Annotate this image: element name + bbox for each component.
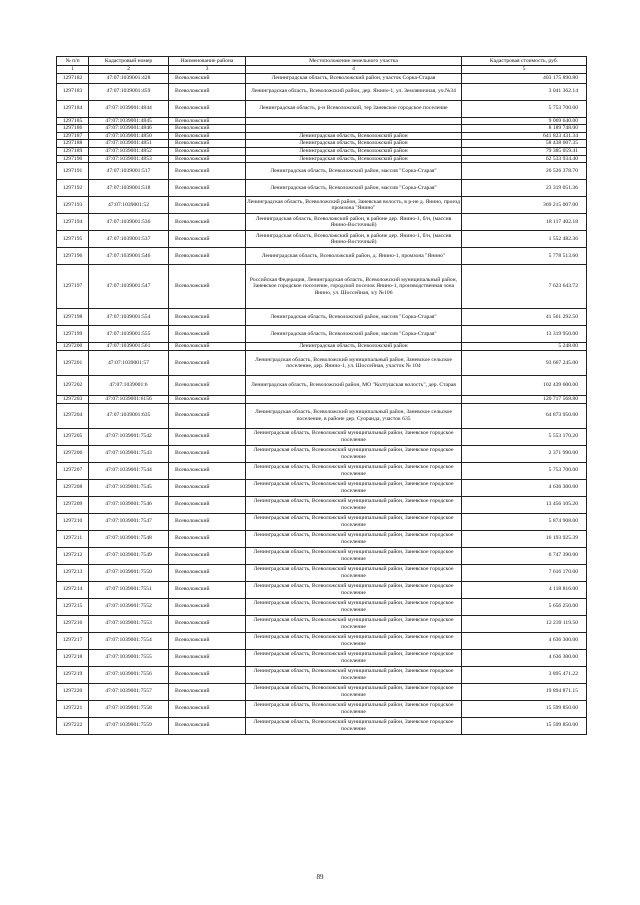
- cadastral-value-cell: 403 175 890.80: [462, 73, 587, 83]
- cadastral-value-cell: 15 599 850.00: [462, 717, 587, 734]
- district-cell: Всеволожский: [169, 147, 246, 155]
- cadastral-value-cell: 2 371 990.00: [462, 445, 587, 462]
- cadastral-number-cell: 47:07:1039001:7553: [89, 615, 169, 632]
- district-cell: Всеволожский: [169, 155, 246, 163]
- cadastral-value-table: [56, 56, 587, 735]
- cadastral-value-cell: 26 526 378.70: [462, 163, 587, 180]
- cadastral-value-cell: 93 667 245.00: [462, 351, 587, 376]
- district-cell: Всеволожский: [169, 140, 246, 148]
- row-number-cell: 1297219: [57, 666, 89, 683]
- district-cell: Всеволожский: [169, 445, 246, 462]
- location-cell: Ленинградская область, Всеволожский район, Заневская волость, в р-не д. Янино, проезд промзона "Янино": [246, 197, 462, 214]
- cadastral-value-cell: 369 215 007.00: [462, 197, 587, 214]
- location-cell: Ленинградская область, Всеволожский район: [246, 132, 462, 140]
- cadastral-value-cell: 5 753 700.00: [462, 100, 587, 117]
- table-row: [57, 445, 587, 462]
- location-cell: Ленинградская область, Всеволожский район, дер. Янино-1, ул. Земляничная, уч.№34: [246, 83, 462, 100]
- location-cell: Ленинградская область, Всеволожский район, массив "Сорка-Старая": [246, 163, 462, 180]
- district-cell: Всеволожский: [169, 530, 246, 547]
- location-cell: Ленинградская область, Всеволожский район, в районе дер. Янино-1, б/н, (массив Янино-Восточный): [246, 214, 462, 231]
- row-number-cell: 1297199: [57, 326, 89, 343]
- row-number-cell: 1297218: [57, 649, 89, 666]
- cadastral-number-cell: 47:07:1039001:547: [89, 265, 169, 309]
- table-row: [57, 462, 587, 479]
- cadastral-number-cell: 47:07:1039001:537: [89, 231, 169, 248]
- table-row: [57, 140, 587, 148]
- page-number: 89: [316, 873, 324, 881]
- row-number-cell: 1297183: [57, 83, 89, 100]
- table-row: [57, 615, 587, 632]
- cadastral-value-cell: 5 656 250.00: [462, 598, 587, 615]
- cadastral-value-cell: 4 636 300.00: [462, 632, 587, 649]
- cadastral-number-cell: 47:07:1039001:518: [89, 180, 169, 197]
- cadastral-number-cell: 47:07:1039001:57: [89, 351, 169, 376]
- location-cell: Ленинградская область, Всеволожский муниципальный район, Заневское городское поселение: [246, 683, 462, 700]
- cadastral-value-cell: 9 069 640.00: [462, 117, 587, 125]
- cadastral-number-cell: 47:07:1039001:7559: [89, 717, 169, 734]
- header-cadastral-number: Кадастровый номер: [89, 57, 169, 66]
- location-cell: Ленинградская область, Всеволожский район, массив "Сорка-Старая": [246, 309, 462, 326]
- district-cell: Всеволожский: [169, 214, 246, 231]
- location-cell: Ленинградская область, Всеволожский муниципальный район, Заневское городское поселение: [246, 598, 462, 615]
- cadastral-number-cell: 47:07:1039001:561: [89, 343, 169, 351]
- location-cell: Ленинградская область, Всеволожский муниципальный район, Заневское городское поселение: [246, 513, 462, 530]
- cadastral-number-cell: 47:07:1039001:7554: [89, 632, 169, 649]
- location-cell: Ленинградская область, Всеволожский муниципальный район, Заневское городское поселение: [246, 632, 462, 649]
- location-cell: Ленинградская область, Всеволожский район, в районе дер. Янино-1, б/н, (массив Янино-Восточный): [246, 231, 462, 248]
- district-cell: Всеволожский: [169, 513, 246, 530]
- cadastral-value-cell: 6 747 390.00: [462, 547, 587, 564]
- district-cell: Всеволожский: [169, 197, 246, 214]
- cadastral-number-cell: 47:07:1039001:7543: [89, 445, 169, 462]
- row-number-cell: 1297197: [57, 265, 89, 309]
- table-row: [57, 396, 587, 404]
- table-row: [57, 343, 587, 351]
- row-number-cell: 1297212: [57, 547, 89, 564]
- cadastral-number-cell: 47:07:1039001:7545: [89, 479, 169, 496]
- location-cell: Ленинградская область, Всеволожский район: [246, 140, 462, 148]
- table-row: [57, 180, 587, 197]
- district-cell: Всеволожский: [169, 132, 246, 140]
- district-cell: Всеволожский: [169, 326, 246, 343]
- table-row: [57, 683, 587, 700]
- location-cell: Ленинградская область, Всеволожский муниципальный район, Заневское городское поселение: [246, 428, 462, 445]
- location-cell: Ленинградская область, Всеволожский район, массив "Сорка-Старая": [246, 326, 462, 343]
- row-number-cell: 1297198: [57, 309, 89, 326]
- district-cell: Всеволожский: [169, 666, 246, 683]
- row-number-cell: 1297205: [57, 428, 89, 445]
- district-cell: Всеволожский: [169, 73, 246, 83]
- cadastral-number-cell: 47:07:1039001:7548: [89, 530, 169, 547]
- district-cell: Всеволожский: [169, 343, 246, 351]
- district-cell: Всеволожский: [169, 564, 246, 581]
- cadastral-value-cell: 12 239 119.50: [462, 615, 587, 632]
- cadastral-number-cell: 47:07:1039001:4846: [89, 125, 169, 133]
- cadastral-number-cell: 47:07:1039001:7555: [89, 649, 169, 666]
- location-cell: Ленинградская область, р-н Всеволожский, тер Заневское городское поселение: [246, 100, 462, 117]
- cadastral-number-cell: 47:07:1039001:7544: [89, 462, 169, 479]
- cadastral-number-cell: 47:07:1039001:7546: [89, 496, 169, 513]
- district-cell: Всеволожский: [169, 496, 246, 513]
- cadastral-number-cell: 47:07:1039001:555: [89, 326, 169, 343]
- row-number-cell: 1297206: [57, 445, 89, 462]
- district-cell: Всеволожский: [169, 581, 246, 598]
- location-cell: Ленинградская область, Всеволожский муниципальный район, Заневское городское поселение: [246, 615, 462, 632]
- row-number-cell: 1297188: [57, 140, 89, 148]
- cadastral-number-cell: 47:07:1039001:7557: [89, 683, 169, 700]
- cadastral-value-cell: 7 623 643.72: [462, 265, 587, 309]
- row-number-cell: 1297209: [57, 496, 89, 513]
- row-number-cell: 1297182: [57, 73, 89, 83]
- row-number-cell: 1297196: [57, 248, 89, 265]
- district-cell: Всеволожский: [169, 351, 246, 376]
- cadastral-value-cell: 13 319 950.00: [462, 326, 587, 343]
- row-number-cell: 1297213: [57, 564, 89, 581]
- location-cell: Ленинградская область, Всеволожский муниципальный район, Заневское городское поселение: [246, 462, 462, 479]
- district-cell: Всеволожский: [169, 632, 246, 649]
- district-cell: Всеволожский: [169, 598, 246, 615]
- table-row: [57, 83, 587, 100]
- cadastral-number-cell: 47:07:1039001:4845: [89, 117, 169, 125]
- table-row: [57, 197, 587, 214]
- table-row: [57, 717, 587, 734]
- table-row: [57, 231, 587, 248]
- register-sheet: [56, 56, 586, 735]
- header-location: Местоположение земельного участка: [246, 57, 462, 66]
- location-cell: [246, 117, 462, 125]
- district-cell: Всеволожский: [169, 547, 246, 564]
- location-cell: Ленинградская область, Всеволожский муниципальный район, Заневское городское поселение: [246, 479, 462, 496]
- cadastral-value-cell: 641 823 431.34: [462, 132, 587, 140]
- table-row: [57, 73, 587, 83]
- table-row: [57, 132, 587, 140]
- location-cell: Ленинградская область, Всеволожский муниципальный район, Заневское сельское поселение, дер. Янино-1, ул. Шоссейная, участок № 104: [246, 351, 462, 376]
- location-cell: [246, 396, 462, 404]
- column-number: 2: [89, 66, 169, 74]
- district-cell: Всеволожский: [169, 100, 246, 117]
- row-number-cell: 1297192: [57, 180, 89, 197]
- table-row: [57, 125, 587, 133]
- location-cell: Ленинградская область, Всеволожский муниципальный район, Заневское городское поселение: [246, 666, 462, 683]
- cadastral-number-cell: 47:07:1039001:4852: [89, 147, 169, 155]
- cadastral-value-cell: 5 778 513.60: [462, 248, 587, 265]
- row-number-cell: 1297201: [57, 351, 89, 376]
- district-cell: Всеволожский: [169, 717, 246, 734]
- district-cell: Всеволожский: [169, 396, 246, 404]
- row-number-cell: 1297216: [57, 615, 89, 632]
- column-number: 4: [246, 66, 462, 74]
- district-cell: Всеволожский: [169, 248, 246, 265]
- cadastral-value-cell: 79 385 059.41: [462, 147, 587, 155]
- cadastral-number-cell: 47:07:1039001:52: [89, 197, 169, 214]
- column-number: 3: [169, 66, 246, 74]
- table-row: [57, 163, 587, 180]
- table-row: [57, 351, 587, 376]
- row-number-cell: 1297185: [57, 117, 89, 125]
- row-number-cell: 1297190: [57, 155, 89, 163]
- location-cell: Ленинградская область, Всеволожский муниципальный район, Заневское городское поселение: [246, 496, 462, 513]
- cadastral-value-cell: 3 895 471.22: [462, 666, 587, 683]
- row-number-cell: 1297220: [57, 683, 89, 700]
- cadastral-value-cell: 3 041 362.14: [462, 83, 587, 100]
- table-row: [57, 100, 587, 117]
- cadastral-number-cell: 47:07:1039001:4853: [89, 155, 169, 163]
- row-number-cell: 1297186: [57, 125, 89, 133]
- cadastral-number-cell: 47:07:1039001:7542: [89, 428, 169, 445]
- location-cell: Ленинградская область, Всеволожский муниципальный район, Заневское городское поселение: [246, 717, 462, 734]
- row-number-cell: 1297214: [57, 581, 89, 598]
- district-cell: Всеволожский: [169, 700, 246, 717]
- district-cell: Всеволожский: [169, 117, 246, 125]
- district-cell: Всеволожский: [169, 649, 246, 666]
- cadastral-value-cell: 120 717 568.80: [462, 396, 587, 404]
- cadastral-number-cell: 47:07:1039001:7552: [89, 598, 169, 615]
- location-cell: Ленинградская область, Всеволожский район: [246, 343, 462, 351]
- table-row: [57, 117, 587, 125]
- district-cell: Всеволожский: [169, 265, 246, 309]
- table-row: [57, 581, 587, 598]
- cadastral-number-cell: 47:07:1039001:536: [89, 214, 169, 231]
- district-cell: Всеволожский: [169, 309, 246, 326]
- district-cell: Всеволожский: [169, 683, 246, 700]
- row-number-cell: 1297194: [57, 214, 89, 231]
- district-cell: Всеволожский: [169, 479, 246, 496]
- cadastral-value-cell: 19 894 871.15: [462, 683, 587, 700]
- cadastral-number-cell: 47:07:1039001:6: [89, 376, 169, 396]
- table-row: [57, 309, 587, 326]
- cadastral-number-cell: 47:07:1039001:6156: [89, 396, 169, 404]
- location-cell: Ленинградская область, Всеволожский муниципальный район, Заневское городское поселение: [246, 564, 462, 581]
- table-row: [57, 155, 587, 163]
- row-number-cell: 1297210: [57, 513, 89, 530]
- location-cell: Ленинградская область, Всеволожский муниципальный район, Заневское городское поселение: [246, 649, 462, 666]
- location-cell: Ленинградская область, Всеволожский район, участок Сорка-Старая: [246, 73, 462, 83]
- table-row: [57, 265, 587, 309]
- column-number: 1: [57, 66, 89, 74]
- district-cell: Всеволожский: [169, 462, 246, 479]
- district-cell: Всеволожский: [169, 376, 246, 396]
- row-number-cell: 1297202: [57, 376, 89, 396]
- cadastral-number-cell: 47:07:1039001:7558: [89, 700, 169, 717]
- cadastral-value-cell: 5 553 170.20: [462, 428, 587, 445]
- table-row: [57, 564, 587, 581]
- cadastral-value-cell: 8 189 748.00: [462, 125, 587, 133]
- cadastral-value-cell: 58 438 607.35: [462, 140, 587, 148]
- table-row: [57, 147, 587, 155]
- cadastral-value-cell: 41 561 292.50: [462, 309, 587, 326]
- location-cell: Ленинградская область, Всеволожский район, массив "Сорка-Старая": [246, 180, 462, 197]
- row-number-cell: 1297184: [57, 100, 89, 117]
- row-number-cell: 1297207: [57, 462, 89, 479]
- cadastral-value-cell: 23 319 051.36: [462, 180, 587, 197]
- location-cell: Ленинградская область, Всеволожский район: [246, 155, 462, 163]
- district-cell: Всеволожский: [169, 403, 246, 428]
- row-number-cell: 1297193: [57, 197, 89, 214]
- table-row: [57, 598, 587, 615]
- cadastral-value-cell: 1 552 482.36: [462, 231, 587, 248]
- table-row: [57, 530, 587, 547]
- location-cell: Ленинградская область, Всеволожский район, МО "Колтушская волость", дер. Старая: [246, 376, 462, 396]
- table-body: [57, 73, 587, 734]
- location-cell: [246, 125, 462, 133]
- cadastral-number-cell: 47:07:1039001:459: [89, 83, 169, 100]
- cadastral-value-cell: 4 636 300.00: [462, 649, 587, 666]
- district-cell: Всеволожский: [169, 428, 246, 445]
- row-number-cell: 1297200: [57, 343, 89, 351]
- cadastral-value-cell: 4 118 816.00: [462, 581, 587, 598]
- row-number-cell: 1297189: [57, 147, 89, 155]
- cadastral-value-cell: 5 753 700.00: [462, 462, 587, 479]
- cadastral-value-cell: 18 117 402.18: [462, 214, 587, 231]
- cadastral-number-cell: 47:07:1039001:4844: [89, 100, 169, 117]
- header-row: [57, 57, 587, 66]
- cadastral-value-cell: 62 533 934.40: [462, 155, 587, 163]
- location-cell: Ленинградская область, Всеволожский район: [246, 147, 462, 155]
- cadastral-number-cell: 47:07:1039001:4850: [89, 132, 169, 140]
- row-number-cell: 1297222: [57, 717, 89, 734]
- district-cell: Всеволожский: [169, 231, 246, 248]
- district-cell: Всеволожский: [169, 180, 246, 197]
- row-number-cell: 1297195: [57, 231, 89, 248]
- cadastral-value-cell: 7 616 170.00: [462, 564, 587, 581]
- row-number-cell: 1297215: [57, 598, 89, 615]
- table-row: [57, 376, 587, 396]
- cadastral-number-cell: 47:07:1039001:546: [89, 248, 169, 265]
- location-cell: Ленинградская область, Всеволожский муниципальный район, Заневское городское поселение: [246, 547, 462, 564]
- cadastral-number-cell: 47:07:1039001:428: [89, 73, 169, 83]
- cadastral-number-cell: 47:07:1039001:635: [89, 403, 169, 428]
- district-cell: Всеволожский: [169, 163, 246, 180]
- cadastral-value-cell: 5 248.00: [462, 343, 587, 351]
- row-number-cell: 1297204: [57, 403, 89, 428]
- table-row: [57, 403, 587, 428]
- table-row: [57, 666, 587, 683]
- cadastral-number-cell: 47:07:1039001:7556: [89, 666, 169, 683]
- header-cadastral-value: Кадастровая стоимость, руб.: [462, 57, 587, 66]
- cadastral-number-cell: 47:07:1039001:554: [89, 309, 169, 326]
- table-row: [57, 700, 587, 717]
- table-row: [57, 214, 587, 231]
- location-cell: Ленинградская область, Всеволожский муниципальный район, Заневское городское поселение: [246, 530, 462, 547]
- row-number-cell: 1297208: [57, 479, 89, 496]
- table-row: [57, 248, 587, 265]
- location-cell: Ленинградская область, Всеволожский муниципальный район, Заневское сельское поселение, в районе дер. Суоранда, участок 635: [246, 403, 462, 428]
- header-district: Наименование района: [169, 57, 246, 66]
- cadastral-value-cell: 16 193 925.39: [462, 530, 587, 547]
- cadastral-value-cell: 4 636 300.00: [462, 479, 587, 496]
- cadastral-value-cell: 13 456 105.20: [462, 496, 587, 513]
- cadastral-value-cell: 5 874 908.00: [462, 513, 587, 530]
- cadastral-value-cell: 64 873 950.00: [462, 403, 587, 428]
- cadastral-number-cell: 47:07:1039001:7547: [89, 513, 169, 530]
- location-cell: Ленинградская область, Всеволожский муниципальный район, Заневское городское поселение: [246, 581, 462, 598]
- location-cell: Ленинградская область, Всеволожский муниципальный район, Заневское городское поселение: [246, 445, 462, 462]
- district-cell: Всеволожский: [169, 83, 246, 100]
- cadastral-number-cell: 47:07:1039001:517: [89, 163, 169, 180]
- table-row: [57, 513, 587, 530]
- district-cell: Всеволожский: [169, 615, 246, 632]
- table-row: [57, 547, 587, 564]
- column-number-row: [57, 66, 587, 74]
- table-row: [57, 632, 587, 649]
- row-number-cell: 1297191: [57, 163, 89, 180]
- cadastral-number-cell: 47:07:1039001:7550: [89, 564, 169, 581]
- table-row: [57, 326, 587, 343]
- location-cell: Ленинградская область, Всеволожский муниципальный район, Заневское городское поселение: [246, 700, 462, 717]
- row-number-cell: 1297187: [57, 132, 89, 140]
- header-row-number: № п/п: [57, 57, 89, 66]
- table-row: [57, 649, 587, 666]
- location-cell: Ленинградская область, Всеволожский район, д. Янино-1, промзона "Янино": [246, 248, 462, 265]
- cadastral-value-cell: 15 599 850.00: [462, 700, 587, 717]
- cadastral-number-cell: 47:07:1039001:7551: [89, 581, 169, 598]
- district-cell: Всеволожский: [169, 125, 246, 133]
- row-number-cell: 1297211: [57, 530, 89, 547]
- cadastral-number-cell: 47:07:1039001:7549: [89, 547, 169, 564]
- row-number-cell: 1297203: [57, 396, 89, 404]
- row-number-cell: 1297217: [57, 632, 89, 649]
- row-number-cell: 1297221: [57, 700, 89, 717]
- table-row: [57, 428, 587, 445]
- cadastral-number-cell: 47:07:1039001:4851: [89, 140, 169, 148]
- table-row: [57, 479, 587, 496]
- location-cell: Российская Федерация, Ленинградская область, Всеволожский муниципальный район, Заневское городское поселение, городской поселок Янино-1, производственная зона Янино, ул. Шоссейная, з/у №106: [246, 265, 462, 309]
- table-row: [57, 496, 587, 513]
- cadastral-value-cell: 102 439 600.00: [462, 376, 587, 396]
- column-number: 5: [462, 66, 587, 74]
